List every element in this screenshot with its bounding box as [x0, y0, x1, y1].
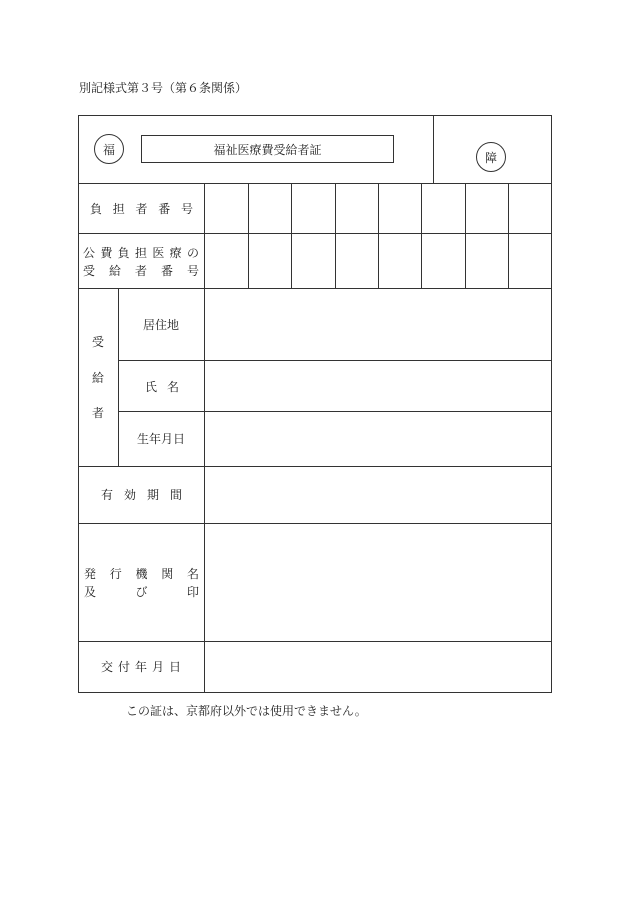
digit-cell-divider	[248, 233, 249, 288]
label-char: び	[135, 585, 148, 599]
label-char: 療	[169, 246, 182, 260]
label-char: 交	[101, 660, 114, 674]
digit-cell-divider	[378, 233, 379, 288]
label-char: 機	[135, 567, 148, 581]
digit-cell-divider	[378, 183, 379, 233]
label-char: 名	[166, 380, 179, 394]
label-char: 関	[161, 567, 174, 581]
digit-cell-divider	[291, 183, 292, 233]
label-char: 間	[169, 488, 182, 502]
row-divider	[78, 183, 552, 184]
form-border-left	[78, 115, 79, 692]
label-char: 受	[83, 264, 96, 278]
label-char: 発	[84, 567, 97, 581]
label-char: 費	[100, 246, 113, 260]
label-char: 行	[109, 567, 122, 581]
recipient-label-char: 者	[92, 406, 105, 420]
label-char: 印	[186, 585, 199, 599]
label-char: 者	[134, 264, 147, 278]
digit-cell-divider	[465, 183, 466, 233]
label-char: 公	[83, 246, 96, 260]
label-char: 期	[146, 488, 159, 502]
label-char: 号	[186, 264, 199, 278]
label-char: 負	[117, 246, 130, 260]
recipient-label-char: 給	[92, 371, 105, 385]
digit-cell-divider	[421, 233, 422, 288]
form-border-top	[78, 115, 552, 116]
row-divider	[78, 523, 552, 524]
label-char: 番	[160, 264, 173, 278]
footer-note: この証は、京都府以外では使用できません。	[126, 704, 367, 718]
birth-date-label: 生年月日	[137, 432, 186, 446]
label-char: 者	[135, 202, 148, 216]
form-border-right	[551, 115, 552, 692]
welfare-badge: 福	[94, 134, 124, 164]
label-char: 担	[134, 246, 147, 260]
label-char: 月	[151, 660, 164, 674]
digit-cell-divider	[291, 233, 292, 288]
digit-cell-divider	[248, 183, 249, 233]
document-header: 別記様式第３号（第６条関係）	[79, 81, 248, 95]
digit-cell-divider	[335, 233, 336, 288]
label-char: 医	[152, 246, 165, 260]
header-divider	[433, 115, 434, 183]
label-column-divider	[204, 183, 205, 692]
row-divider	[118, 411, 552, 412]
label-char: の	[186, 246, 199, 260]
recipient-group-divider	[118, 288, 119, 466]
label-char: 有	[101, 488, 114, 502]
label-char: 付	[117, 660, 130, 674]
label-char: 氏	[145, 380, 158, 394]
digit-cell-divider	[335, 183, 336, 233]
name-label	[145, 380, 179, 394]
form-border-bottom	[78, 692, 552, 693]
row-divider	[78, 641, 552, 642]
row-divider	[118, 360, 552, 361]
issuer-label-line1	[84, 567, 199, 581]
disability-badge: 障	[476, 142, 506, 172]
label-char: 担	[112, 202, 125, 216]
row-divider	[78, 233, 552, 234]
row-divider	[78, 288, 552, 289]
valid-period-label	[101, 488, 182, 502]
digit-cell-divider	[508, 233, 509, 288]
label-char: 効	[123, 488, 136, 502]
label-char: 日	[168, 660, 181, 674]
recipient-label-char: 受	[92, 335, 105, 349]
label-char: 番	[158, 202, 171, 216]
row-divider	[78, 466, 552, 467]
digit-cell-divider	[465, 233, 466, 288]
label-char: 年	[134, 660, 147, 674]
label-char: 名	[186, 567, 199, 581]
digit-cell-divider	[421, 183, 422, 233]
label-char: 負	[90, 202, 103, 216]
label-char: 及	[84, 585, 97, 599]
digit-cell-divider	[508, 183, 509, 233]
issuer-label-line2	[84, 585, 199, 599]
public-recipient-label-line2	[83, 264, 199, 278]
issue-date-label	[101, 660, 181, 674]
burden-number-label	[90, 202, 193, 216]
public-recipient-label-line1	[83, 246, 199, 260]
card-title: 福祉医療費受給者証	[141, 135, 394, 163]
label-char: 号	[180, 202, 193, 216]
address-label: 居住地	[143, 318, 180, 332]
label-char: 給	[108, 264, 121, 278]
